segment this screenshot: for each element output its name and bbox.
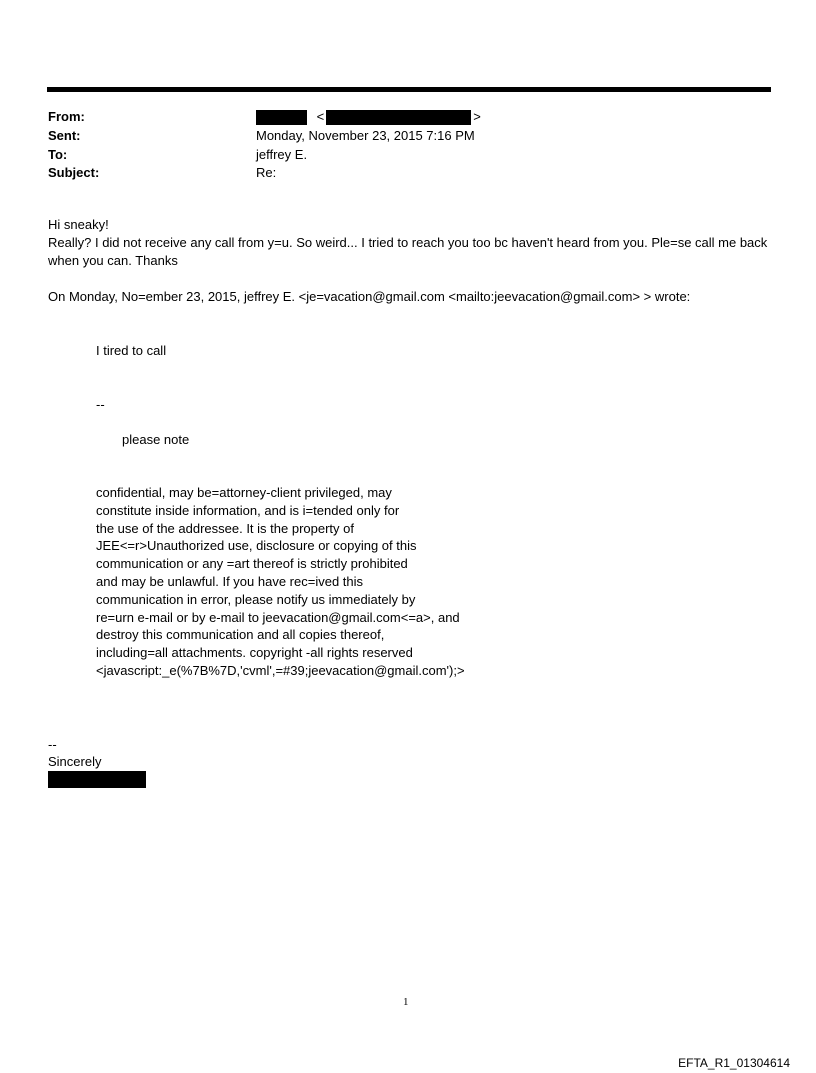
from-value <box>256 107 481 126</box>
confidential-line: communication or any =art thereof is strictly prohibited <box>96 556 408 572</box>
confidential-line: destroy this communication and all copies thereof, <box>96 627 385 643</box>
message-paragraph: Really? I did not receive any call from y=u. So weird... I tried to reach you too bc haven't heard from you. Ple=se call me back when you can. Thanks <box>48 235 768 268</box>
redacted-sender-email <box>326 110 471 125</box>
confidential-line: re=urn e-mail or by e-mail to jeevacation@gmail.com<=a>, and <box>96 609 460 625</box>
confidential-line: constitute inside information, and is i=tended only for <box>96 502 400 518</box>
confidential-line: communication in error, please notify us immediately by <box>96 591 416 607</box>
confidential-line: JEE<=r>Unauthorized use, disclosure or copying of this <box>96 538 417 554</box>
confidential-line: including=all attachments. copyright -all rights reserved <box>96 645 413 661</box>
confidential-line: and may be unlawful. If you have rec=ived this <box>96 573 364 589</box>
quoted-dashes: -- <box>96 397 105 412</box>
header-rule <box>47 87 771 92</box>
page-number: 1 <box>403 996 409 1008</box>
redacted-sender-name <box>256 110 307 125</box>
to-value: jeffrey E. <box>256 147 308 162</box>
sent-label: Sent: <box>48 128 81 143</box>
please-note: please note <box>122 432 190 447</box>
signature-closing: Sincerely <box>48 754 102 769</box>
sent-value: Monday, November 23, 2015 7:16 PM <box>256 128 475 143</box>
confidential-line: the use of the addressee. It is the property of <box>96 520 354 536</box>
message-body <box>48 216 768 270</box>
confidential-line: <javascript:_e(%7B%7D,'cvml',=#39;jeevacation@gmail.com');> <box>96 662 465 678</box>
from-close-bracket: > <box>473 109 481 124</box>
from-open-bracket: < <box>316 109 325 124</box>
greeting: Hi sneaky! <box>48 217 109 232</box>
to-label: To: <box>48 147 68 162</box>
from-label: From: <box>48 109 85 124</box>
subject-value: Re: <box>256 165 277 180</box>
redacted-signature-name <box>48 771 146 788</box>
confidentiality-notice <box>96 484 465 680</box>
quote-intro: On Monday, No=ember 23, 2015, jeffrey E. <je=vacation@gmail.com <mailto:jeevacation@gmail.com> > wrote: <box>48 289 691 304</box>
bates-number: EFTA_R1_01304614 <box>678 1056 790 1070</box>
confidential-line: confidential, may be=attorney-client privileged, may <box>96 485 392 500</box>
signature-dashes: -- <box>48 737 57 752</box>
subject-label: Subject: <box>48 165 100 180</box>
quoted-line: I tired to call <box>96 343 167 358</box>
